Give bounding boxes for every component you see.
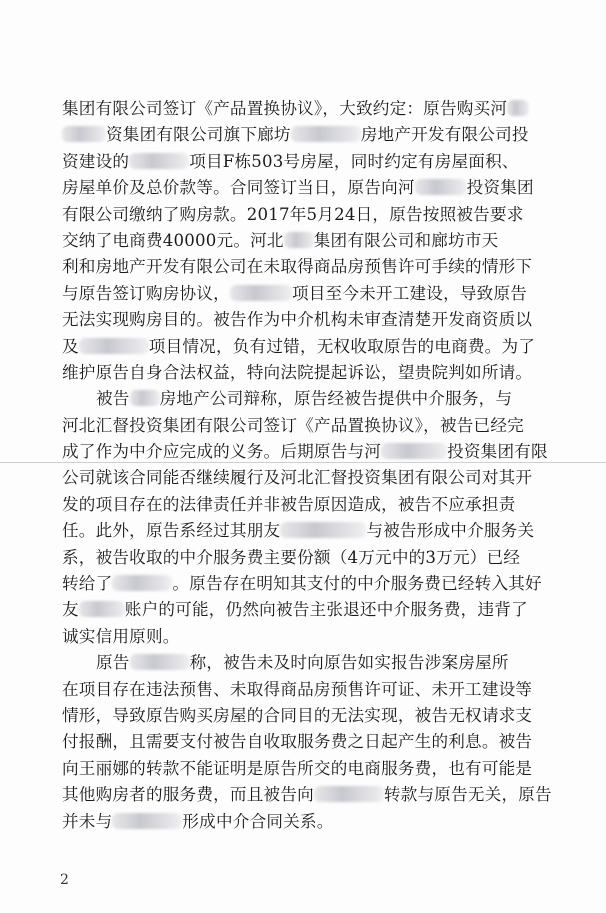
text-segment: 河北汇督投资集团有限公司签订《产品置换协议》，被告已经完 — [62, 415, 524, 435]
text-line — [62, 465, 582, 491]
text-segment: 与原告签订购房协议， — [62, 283, 230, 303]
text-segment: 维护原告自身合法权益，特向法院提起诉讼，望贵院判如所请。 — [62, 362, 533, 382]
text-segment: 并未与 — [62, 811, 113, 831]
text-segment: 被告 — [96, 389, 130, 409]
redaction-mark — [130, 654, 190, 670]
text-segment: 在项目存在违法预售、未取得商品房预售许可证、未开工建设等 — [62, 679, 533, 699]
redaction-mark — [230, 285, 292, 301]
text-line — [62, 96, 582, 122]
text-line — [62, 175, 582, 201]
redaction-mark — [62, 126, 106, 142]
text-segment: 房地产公司辩称，原告经被告提供中介服务，与 — [159, 389, 513, 409]
text-line — [62, 228, 582, 254]
text-line — [62, 518, 582, 544]
text-segment: 向王丽娜的转款不能证明是原告所交的电商服务费，也有可能是 — [62, 758, 533, 778]
redaction-mark — [314, 786, 384, 802]
text-segment: 资集团有限公司旗下廊坊 — [106, 125, 291, 145]
text-line — [62, 624, 582, 650]
text-segment: 账户的可能，仍然向被告主张退还中介服务费，违背了 — [124, 600, 528, 620]
text-segment: 系，被告收取的中介服务费主要份额（4万元中的3万元）已经 — [62, 547, 521, 567]
text-segment: 发的项目存在的法律责任并非被告原因造成，被告不应承担责 — [62, 494, 516, 514]
redaction-mark — [381, 443, 447, 459]
text-segment: 项目情况，负有过错，无权收取原告的电商费。为了 — [148, 336, 536, 356]
text-segment: 利和房地产开发有限公司在未取得商品房预售许可手续的情形下 — [62, 257, 533, 277]
text-segment: 资建设的 — [62, 151, 130, 171]
text-segment: 。原告存在明知其支付的中介服务费已经转入其好 — [172, 574, 542, 594]
text-segment: 无法实现购房目的。被告作为中介机构未审查清楚开发商资质以 — [62, 310, 533, 330]
text-line — [62, 149, 582, 175]
redaction-mark — [79, 601, 125, 617]
text-segment: 友 — [62, 600, 79, 620]
text-segment: 投资集团 — [466, 178, 534, 198]
text-segment: 转给了 — [62, 574, 113, 594]
text-segment: 称，被告未及时向原告如实报告涉案房屋所 — [189, 653, 509, 673]
scan-fold-line — [0, 462, 606, 463]
text-line — [62, 413, 582, 439]
text-segment: 投资集团有限 — [447, 442, 548, 462]
text-line — [62, 386, 582, 412]
redaction-mark — [284, 232, 314, 248]
text-line — [62, 334, 582, 360]
redaction-mark — [112, 813, 182, 829]
text-line — [62, 281, 582, 307]
text-segment: 原告 — [96, 653, 130, 673]
redaction-mark — [130, 390, 160, 406]
redaction-mark — [507, 100, 529, 116]
text-line — [62, 782, 582, 808]
text-line — [62, 597, 582, 623]
text-line — [62, 360, 582, 386]
redaction-mark — [291, 126, 361, 142]
text-segment: 集团有限公司和廊坊市天 — [313, 230, 499, 250]
page-number: 2 — [60, 872, 69, 888]
text-line — [62, 307, 582, 333]
text-segment: 集团有限公司签订《产品置换协议》，大致约定：原告购买河 — [62, 99, 508, 118]
text-line — [62, 703, 582, 729]
text-segment: 交纳了电商费40000元。河北 — [62, 230, 284, 250]
text-segment: 项目F栋503号房屋，同时约定有房屋面积、 — [189, 151, 519, 171]
text-line — [62, 254, 582, 280]
text-line — [62, 545, 582, 571]
text-line — [62, 650, 582, 676]
text-line — [62, 571, 582, 597]
redaction-mark — [280, 522, 366, 538]
text-segment: 项目至今未开工建设，导致原告 — [291, 283, 528, 303]
text-line — [62, 729, 582, 755]
text-segment: 转款与原告无关，原告 — [383, 785, 552, 805]
text-segment: 房屋单价及总价款等。合同签订当日，原告向河 — [62, 178, 415, 198]
text-segment: 情形，导致原告购买房屋的合同目的无法实现，被告无权请求支 — [62, 705, 533, 725]
text-segment: 任。此外，原告系经过其朋友 — [62, 521, 281, 541]
text-line — [62, 756, 582, 782]
redaction-mark — [112, 575, 172, 591]
text-line — [62, 809, 582, 835]
text-line — [62, 122, 582, 148]
text-segment: 房地产开发有限公司投 — [360, 125, 529, 145]
text-line — [62, 677, 582, 703]
text-segment: 其他购房者的服务费，而且被告向 — [62, 785, 314, 805]
text-line — [62, 492, 582, 518]
document-body — [62, 96, 582, 835]
text-segment: 形成中介合同关系。 — [182, 811, 334, 831]
text-segment: 诚实信用原则。 — [62, 626, 180, 646]
redaction-mark — [415, 179, 467, 195]
text-segment: 公司就该合同能否继续履行及河北汇督投资集团有限公司对其开 — [62, 468, 533, 488]
text-segment: 及 — [62, 336, 79, 356]
text-segment: 成了作为中介应完成的义务。后期原告与河 — [62, 442, 382, 462]
text-segment: 有限公司缴纳了购房款。2017年5月24日，原告按照被告要求 — [62, 204, 524, 224]
text-line — [62, 202, 582, 228]
redaction-mark — [129, 153, 189, 169]
redaction-mark — [79, 338, 149, 354]
text-segment: 付报酬，且需要支付被告自收取服务费之日起产生的利息。被告 — [62, 732, 533, 752]
text-segment: 与被告形成中介服务关 — [366, 521, 535, 541]
